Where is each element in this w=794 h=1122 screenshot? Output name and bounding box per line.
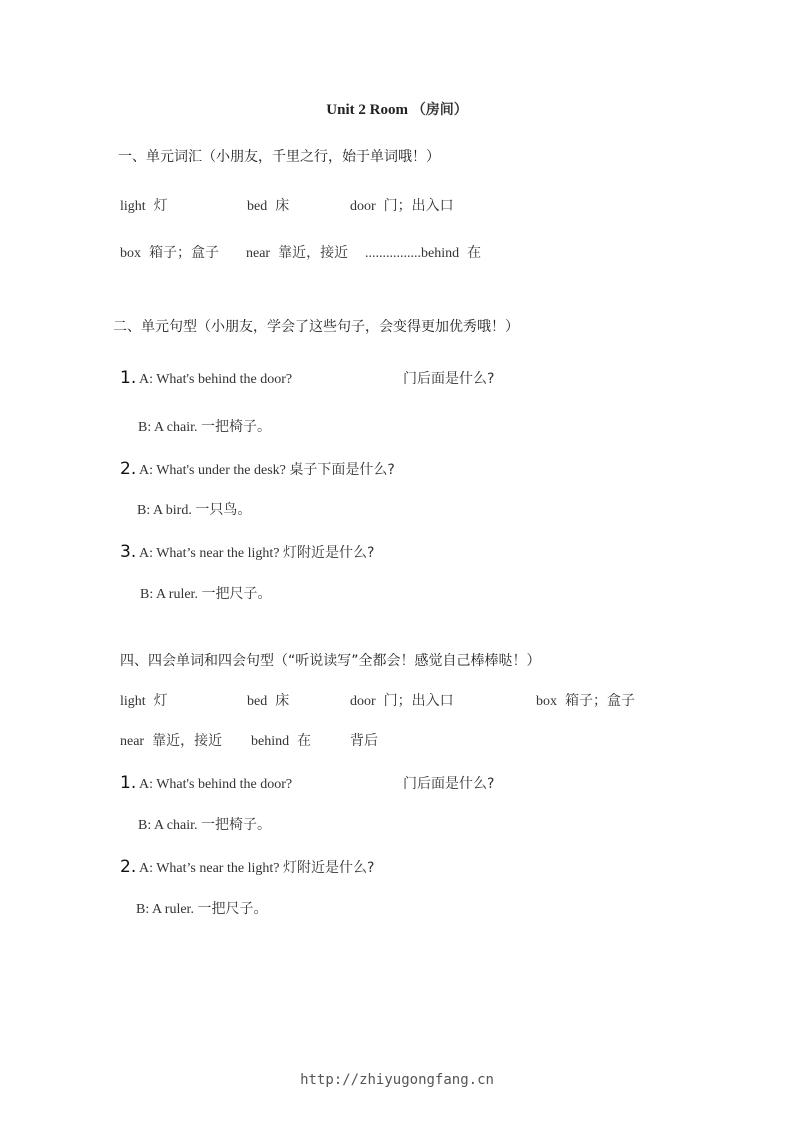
- question-chinese: 桌子下面是什么?: [289, 462, 395, 478]
- title-chinese: （房间）: [411, 102, 468, 118]
- sentence-question: [120, 544, 374, 561]
- vocab-item-behind: [365, 246, 481, 261]
- question-english: A: What's behind the door?: [138, 777, 293, 792]
- item-number: 2.: [120, 459, 137, 479]
- section-4-heading: 四、四会单词和四会句型（“听说读写”全都会！感觉自己棒棒哒！）: [120, 653, 541, 669]
- question-english: A: What’s near the light?: [138, 861, 280, 876]
- section-2-heading: 二、单元句型（小朋友，学会了这些句子，会变得更加优秀哦！）: [113, 319, 519, 335]
- question-chinese: 门后面是什么?: [403, 776, 495, 792]
- vocab-meaning: 箱子；盒子: [565, 693, 635, 709]
- item-number: 1.: [120, 368, 137, 388]
- sentence-question: [120, 859, 374, 876]
- answer-english: B: A chair.: [138, 818, 198, 833]
- sentence-question: [120, 461, 395, 478]
- vocab-meaning: 床: [275, 693, 290, 709]
- vocab-item-box: [536, 694, 635, 709]
- item-number: 1.: [120, 773, 137, 793]
- answer-english: B: A bird.: [137, 503, 192, 518]
- vocab-word: light: [120, 694, 146, 709]
- vocab-word: bed: [247, 694, 268, 709]
- vocab-item-near: [246, 246, 348, 261]
- vocab-meaning: 在: [297, 733, 312, 749]
- sentence-question: [120, 775, 292, 792]
- vocab-word: ................behind: [365, 246, 460, 261]
- vocab-item-bed: [247, 694, 289, 709]
- vocab-word: bed: [247, 199, 268, 214]
- answer-english: B: A ruler.: [140, 587, 198, 602]
- sentence-answer: [140, 587, 271, 602]
- vocab-item-box: [120, 246, 219, 261]
- vocab-word: light: [120, 199, 146, 214]
- answer-chinese: 一把尺子。: [201, 586, 272, 602]
- vocab-word: box: [536, 694, 557, 709]
- answer-chinese: 一把尺子。: [197, 901, 268, 917]
- vocab-word: door: [350, 694, 376, 709]
- vocab-meaning-continued: 背后: [350, 733, 378, 749]
- vocab-word: box: [120, 246, 141, 261]
- vocab-meaning: 门；出入口: [383, 198, 454, 214]
- answer-chinese: 一把椅子。: [201, 817, 271, 833]
- vocab-word: behind: [251, 734, 290, 749]
- sentence-question: [120, 370, 292, 387]
- question-chinese: 门后面是什么?: [403, 371, 495, 387]
- question-chinese: 灯附近是什么?: [282, 860, 375, 876]
- answer-english: B: A chair.: [138, 420, 198, 435]
- vocab-meaning: 床: [275, 198, 290, 214]
- question-chinese: 灯附近是什么?: [282, 545, 375, 561]
- vocab-word: near: [246, 246, 271, 261]
- vocab-meaning: 门；出入口: [383, 693, 454, 709]
- vocab-item-bed: [247, 199, 289, 214]
- answer-english: B: A ruler.: [136, 902, 194, 917]
- vocab-item-light: [120, 199, 168, 214]
- vocab-item-light: [120, 694, 168, 709]
- vocab-meaning: 灯: [153, 198, 168, 214]
- sentence-answer: [138, 818, 271, 833]
- sentence-answer: [137, 503, 251, 518]
- answer-chinese: 一把椅子。: [201, 419, 271, 435]
- sentence-answer: [136, 902, 267, 917]
- item-number: 3.: [120, 542, 137, 562]
- vocab-item-door: [350, 694, 454, 709]
- section-1-heading: 一、单元词汇（小朋友，千里之行，始于单词哦！）: [118, 149, 440, 165]
- vocab-item-door: [350, 199, 454, 214]
- question-english: A: What’s near the light?: [138, 546, 280, 561]
- question-english: A: What's under the desk?: [138, 463, 286, 478]
- vocab-word: near: [120, 734, 145, 749]
- vocab-word: door: [350, 199, 376, 214]
- vocab-meaning: 靠近，接近: [152, 733, 223, 749]
- vocab-meaning: 靠近，接近: [278, 245, 349, 261]
- vocab-meaning: 灯: [153, 693, 168, 709]
- footer-url[interactable]: http://zhiyugongfang.cn: [300, 1072, 494, 1088]
- question-english: A: What's behind the door?: [138, 372, 293, 387]
- vocab-item-behind: [251, 734, 311, 749]
- vocab-meaning: 在: [467, 245, 482, 261]
- item-number: 2.: [120, 857, 137, 877]
- vocab-meaning: 箱子；盒子: [149, 245, 219, 261]
- answer-chinese: 一只鸟。: [195, 502, 252, 518]
- page-title: [0, 103, 794, 118]
- title-english: Unit 2 Room: [326, 102, 408, 118]
- vocab-item-near: [120, 734, 222, 749]
- sentence-answer: [138, 420, 271, 435]
